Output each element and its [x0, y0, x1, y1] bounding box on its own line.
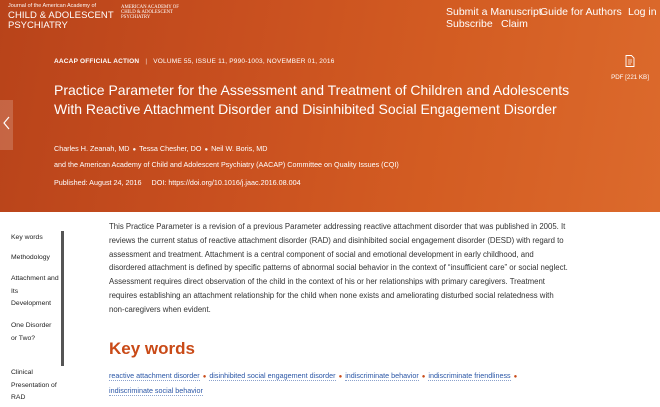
journal-logo-name-line2: PSYCHIATRY — [8, 20, 68, 31]
aacap-logo-line1: AMERICAN ACADEMY OF — [121, 5, 179, 10]
author-list — [54, 142, 574, 171]
keywords-list — [109, 369, 569, 397]
aacap-logo[interactable] — [121, 5, 183, 20]
pdf-document-icon — [625, 54, 635, 71]
outline-item-key-words[interactable]: Key words — [11, 234, 43, 241]
guide-for-authors-link[interactable]: Guide for Authors — [540, 6, 622, 18]
outline-item-attachment[interactable]: Attachment and Its Development — [11, 275, 59, 307]
abstract-text: This Practice Parameter is a revision of a previous Parameter addressing reactive attachment disorder that was published in 2005. It reviews the current status of reactive attachment disorder (RAD) and disinhibited social engagement disorder (DESD) with regard to assessment and treatment. Attachment is a central component of social and emotional development in early childhood, and disordered attachment is defined by specific patterns of abnormal social behavior in the context of “insufficient care” or social neglect. Assessment requires direct observation of the child in the context of his or her relationships with primary caregivers. Treatment requires establishing an attachment relationship for the child when none exists and ameliorating disturbed social relatedness with non-caregivers when evident. — [109, 222, 568, 314]
published-date: Published: August 24, 2016 — [54, 178, 142, 187]
outline-item-clinical-presentation[interactable]: Clinical Presentation of RAD — [11, 369, 57, 401]
citation-text: VOLUME 55, ISSUE 11, P990-1003, NOVEMBER 01, 2016 — [153, 58, 335, 65]
author-link[interactable]: Tessa Chesher, DO — [139, 144, 202, 153]
doi-label: DOI: — [151, 178, 167, 187]
doi-link[interactable]: https://doi.org/10.1016/j.jaac.2016.08.004 — [168, 178, 301, 187]
keyword-link[interactable]: disinhibited social engagement disorder — [209, 371, 336, 380]
outline-item-one-disorder[interactable]: One Disorder or Two? — [11, 322, 52, 342]
article-meta — [54, 58, 335, 65]
chevron-left-icon — [3, 116, 10, 135]
keyword-separator: ● — [513, 374, 518, 380]
publication-info — [54, 178, 301, 187]
journal-logo-name-line1: CHILD & ADOLESCENT — [8, 9, 114, 21]
author-separator: ● — [204, 147, 209, 153]
journal-logo-subtitle: Journal of the American Academy of — [8, 3, 97, 9]
pdf-download-button[interactable] — [608, 54, 652, 81]
top-navigation-bar — [0, 0, 660, 36]
submit-manuscript-link[interactable]: Submit a Manuscript — [446, 6, 542, 18]
official-action-label: AACAP OFFICIAL ACTION — [54, 58, 140, 65]
keyword-separator: ● — [202, 374, 207, 380]
keyword-link[interactable]: indiscriminate social behavior — [109, 386, 203, 395]
author-separator: ● — [132, 147, 137, 153]
aacap-logo-line3: PSYCHIATRY — [121, 15, 151, 21]
pdf-label: PDF [221 KB] — [611, 74, 649, 81]
author-link[interactable]: Charles H. Zeanah, MD — [54, 144, 130, 153]
keyword-link[interactable]: reactive attachment disorder — [109, 371, 200, 380]
keyword-separator: ● — [338, 374, 343, 380]
keyword-separator: ● — [421, 374, 426, 380]
previous-article-button[interactable] — [0, 100, 13, 150]
outline-sidebar — [0, 212, 80, 407]
journal-logo[interactable] — [8, 4, 118, 31]
outline-item-methodology[interactable]: Methodology — [11, 254, 50, 261]
keyword-link[interactable]: indiscriminate behavior — [345, 371, 419, 380]
keyword-link[interactable]: indiscriminate friendliness — [428, 371, 511, 380]
article-title: Practice Parameter for the Assessment and Treatment of Children and Adolescents With Reactive Attachment Disorder and Disinhibited Social Engagement Disorder — [54, 82, 570, 117]
author-link[interactable]: Neil W. Boris, MD — [211, 144, 268, 153]
claim-link[interactable]: Claim — [501, 18, 528, 30]
keywords-heading: Key words — [109, 339, 195, 358]
meta-separator: | — [145, 58, 148, 65]
committee-line: and the American Academy of Child and Adolescent Psychiatry (AACAP) Committee on Quality Issues (CQI) — [54, 159, 399, 169]
outline-scrollbar[interactable] — [61, 231, 64, 366]
aacap-logo-line2: CHILD & ADOLESCENT — [121, 10, 173, 16]
subscribe-link[interactable]: Subscribe — [446, 18, 493, 30]
login-link[interactable]: Log in — [628, 6, 657, 18]
